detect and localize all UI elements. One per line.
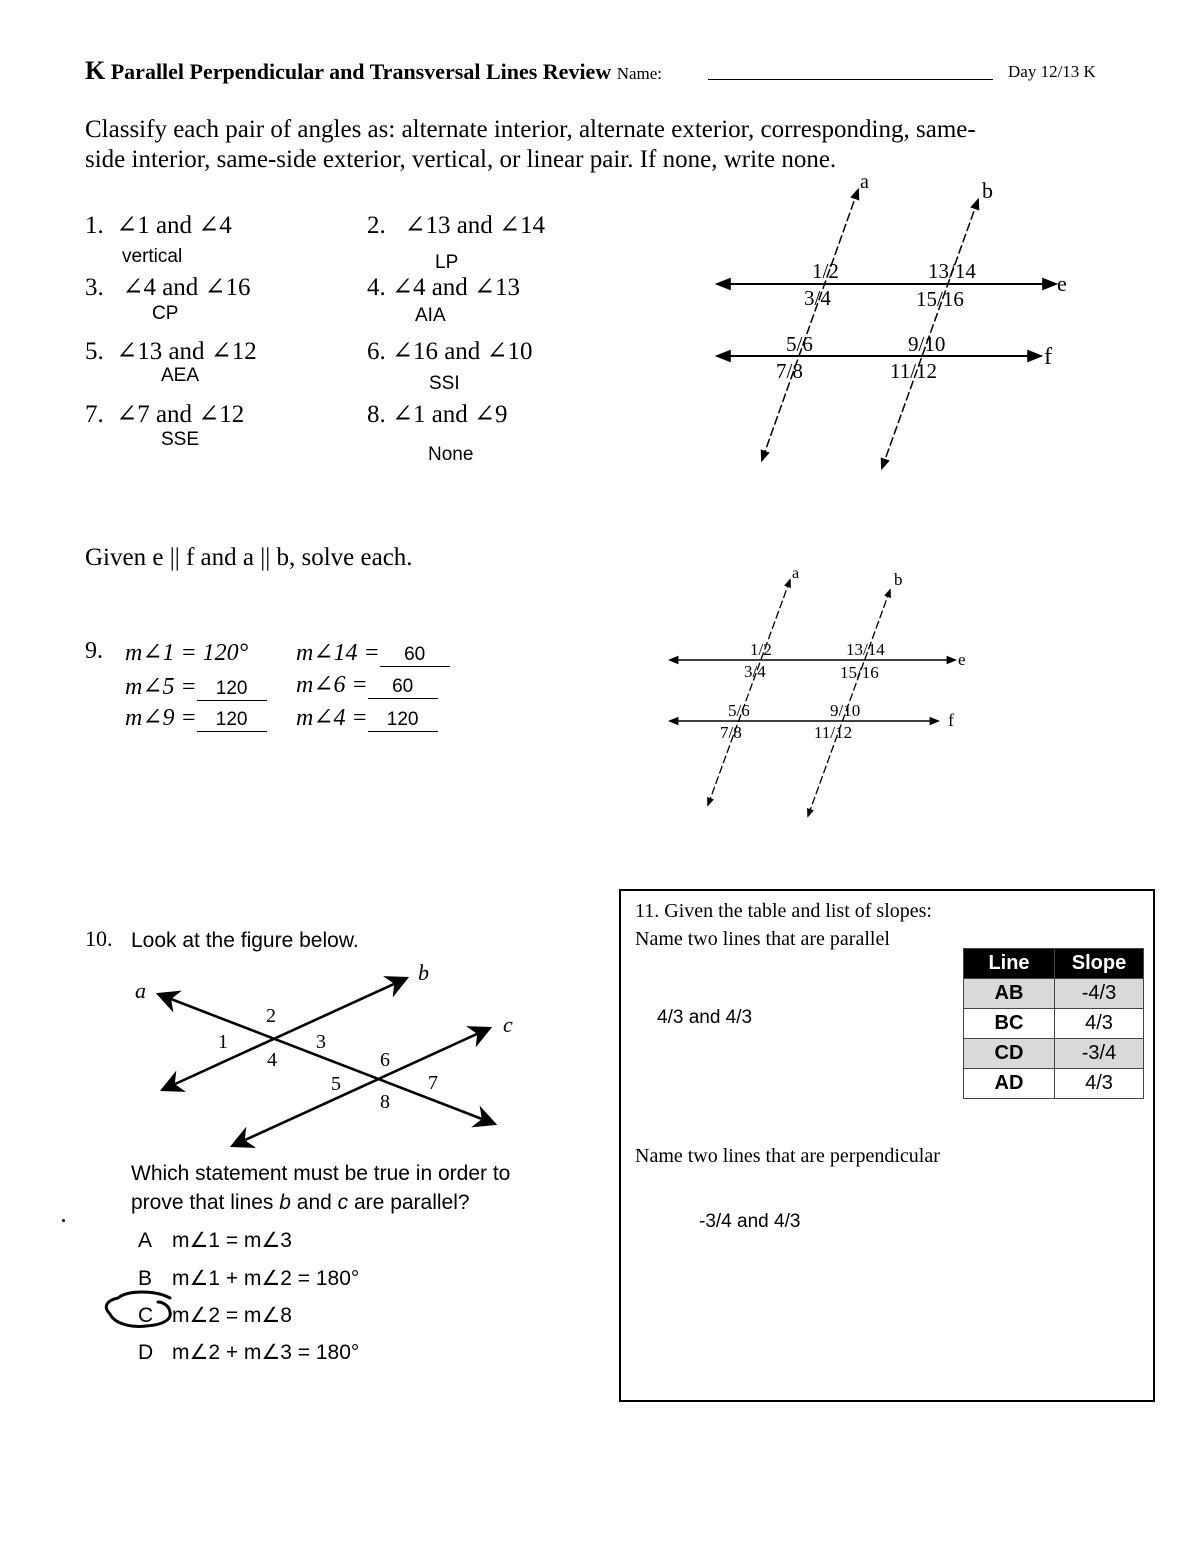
angle-5: 5 (331, 1073, 341, 1095)
angles-15-16: 15/16 (840, 663, 879, 682)
angles-15-16: 15/16 (916, 287, 964, 311)
q11-line-1: 11. Given the table and list of slopes: (635, 900, 932, 922)
m5-answer[interactable]: 120 (197, 678, 267, 701)
angle-1: 1 (218, 1031, 228, 1053)
angles-1-2: 1/2 (812, 259, 839, 283)
choice-a[interactable]: A m∠1 = m∠3 (138, 1229, 292, 1252)
header-line: Line (964, 949, 1055, 979)
angle-7: 7 (428, 1072, 438, 1094)
label-line-b: b (418, 960, 429, 985)
answer-2: LP (435, 252, 459, 273)
row-slope: 4/3 (1055, 1009, 1144, 1039)
header-slope: Slope (1055, 949, 1144, 979)
angles-9-10: 9/10 (830, 701, 861, 720)
question-2: 2. ∠13 and ∠14 (367, 212, 545, 239)
label-line-c: c (503, 1012, 513, 1037)
day-label: Day 12/13 K (1008, 62, 1096, 81)
table-row (964, 1069, 1144, 1099)
angle-4: 4 (267, 1049, 277, 1071)
question-6: 6. ∠16 and ∠10 (367, 338, 533, 365)
row-slope: -4/3 (1055, 979, 1144, 1009)
angles-3-4: 3/4 (744, 662, 766, 681)
row-line: AD (964, 1069, 1055, 1099)
angles-3-4: 3/4 (804, 286, 831, 310)
m4-answer[interactable]: 120 (368, 709, 438, 732)
label-f: f (948, 710, 954, 730)
angle-3: 3 (316, 1031, 326, 1053)
perpendicular-answer: -3/4 and 4/3 (699, 1211, 801, 1232)
angles-5-6: 5/6 (728, 701, 750, 720)
name-line[interactable] (708, 79, 993, 80)
question-3: 3. ∠4 and ∠16 (85, 274, 251, 301)
selected-choice-circle (100, 1290, 180, 1335)
angles-7-8: 7/8 (720, 723, 742, 742)
m9-answer[interactable]: 120 (197, 709, 267, 732)
q9-m14: m∠14 = 60 (296, 638, 450, 667)
instructions-line-2: side interior, same-side exterior, vertical, or linear pair. If none, write none. (85, 146, 837, 173)
row-line: CD (964, 1039, 1055, 1069)
angles-11-12: 11/12 (814, 723, 853, 742)
answer-7: SSE (161, 429, 200, 450)
angles-13-14: 13/14 (928, 259, 976, 283)
angle-2: 2 (266, 1005, 276, 1027)
table-header (964, 949, 1144, 979)
q9-m4: m∠4 = 120 (296, 703, 438, 732)
instructions-line-1: Classify each pair of angles as: alternate interior, alternate exterior, corresponding, same- (85, 116, 976, 143)
given-statement: Given e || f and a || b, solve each. (85, 544, 413, 571)
choice-b[interactable]: B m∠1 + m∠2 = 180° (138, 1267, 360, 1290)
angle-6: 6 (380, 1049, 390, 1071)
label-a: a (860, 171, 869, 193)
angles-9-10: 9/10 (908, 332, 946, 356)
row-slope: -3/4 (1055, 1039, 1144, 1069)
label-f: f (1044, 344, 1052, 370)
perpendicular-prompt: Name two lines that are perpendicular (635, 1145, 940, 1167)
q9-m9: m∠9 = 120 (125, 703, 267, 732)
transversal-diagram-1 (700, 170, 1080, 480)
question-4: 4. ∠4 and ∠13 (367, 274, 520, 301)
transversal-diagram-2 (660, 560, 980, 825)
answer-1: vertical (122, 246, 183, 267)
answer-3: CP (152, 303, 179, 324)
parallel-answer: 4/3 and 4/3 (657, 1007, 753, 1028)
q9-m1: m∠1 = 120° (125, 640, 249, 666)
angles-1-2: 1/2 (750, 640, 772, 659)
question-5: 5. ∠13 and ∠12 (85, 338, 257, 365)
angles-13-14: 13/14 (846, 640, 885, 659)
label-b: b (894, 570, 903, 589)
q9-m5: m∠5 = 120 (125, 672, 267, 701)
q10-prompt: Look at the figure below. (131, 929, 359, 952)
key-mark: K (85, 56, 106, 85)
question-1: 1. ∠1 and ∠4 (85, 212, 232, 239)
answer-6: SSI (429, 373, 460, 394)
q10-question-line-1: Which statement must be true in order to (131, 1162, 511, 1185)
m6-answer[interactable]: 60 (368, 676, 438, 699)
label-e: e (958, 650, 966, 669)
q9-m6: m∠6 = 60 (296, 670, 438, 699)
answer-4: AIA (415, 305, 446, 326)
row-line: BC (964, 1009, 1055, 1039)
m14-answer[interactable]: 60 (380, 644, 450, 667)
line-b (162, 978, 407, 1090)
q9-number: 9. (85, 638, 103, 664)
angles-11-12: 11/12 (890, 359, 938, 383)
slopes-table (963, 948, 1144, 1099)
choice-d[interactable]: D m∠2 + m∠3 = 180° (138, 1341, 360, 1364)
row-line: AB (964, 979, 1055, 1009)
angles-5-6: 5/6 (786, 332, 813, 356)
angle-8: 8 (380, 1091, 390, 1113)
table-row (964, 1009, 1144, 1039)
stray-dot (62, 1219, 65, 1222)
row-slope: 4/3 (1055, 1069, 1144, 1099)
question-7: 7. ∠7 and ∠12 (85, 401, 245, 428)
q10-question-line-2: prove that lines b and c are parallel? (131, 1191, 470, 1214)
choice-c[interactable]: C m∠2 = m∠8 (138, 1304, 292, 1327)
q10-number: 10. (85, 926, 113, 951)
page-header (85, 56, 662, 86)
label-a: a (792, 565, 800, 582)
table-row (964, 1039, 1144, 1069)
name-label: Name: (616, 64, 663, 83)
angles-7-8: 7/8 (776, 359, 803, 383)
line-a (762, 190, 858, 460)
answer-8: None (428, 444, 474, 465)
q10-figure (130, 958, 550, 1158)
line-a (708, 580, 790, 805)
question-8: 8. ∠1 and ∠9 (367, 401, 508, 428)
answer-5: AEA (161, 365, 200, 386)
table-row (964, 979, 1144, 1009)
q11-line-2: Name two lines that are parallel (635, 928, 890, 950)
line-c (232, 1028, 490, 1146)
label-e: e (1057, 271, 1067, 296)
label-b: b (982, 178, 993, 203)
label-line-a: a (135, 978, 146, 1003)
worksheet-title: Parallel Perpendicular and Transversal Lines Review (110, 59, 612, 84)
